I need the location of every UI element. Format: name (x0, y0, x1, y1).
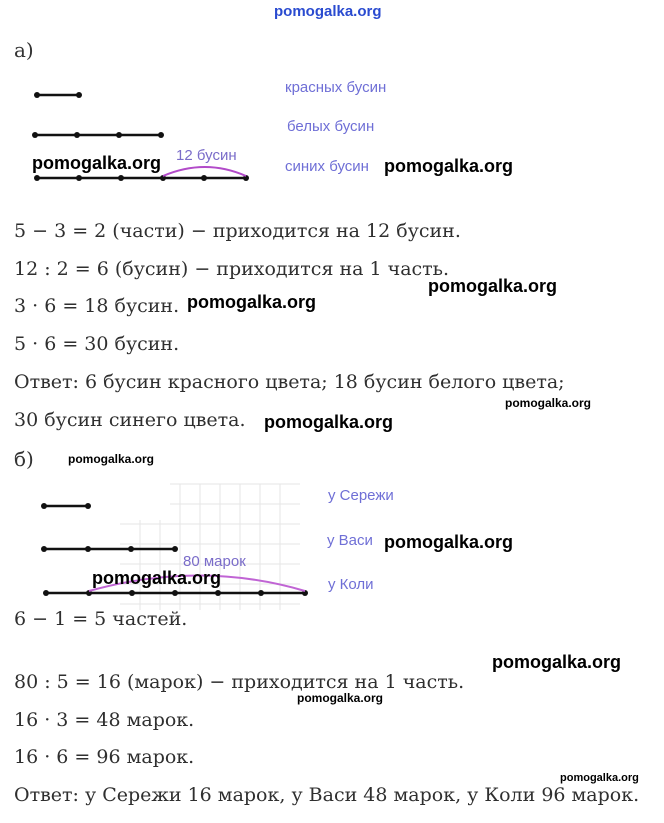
watermark: pomogalka.org (560, 772, 639, 784)
part-a-line-1: 5 − 3 = 2 (части) − приходится на 12 бусин. (14, 220, 461, 242)
watermark: pomogalka.org (492, 652, 622, 672)
watermark: pomogalka.org (384, 156, 514, 176)
brace-a-label: 12 бусин (176, 147, 237, 164)
part-a-line-4: 5 · 6 = 30 бусин. (14, 333, 180, 355)
watermark: pomogalka.org (384, 532, 514, 552)
part-b-line-4: 16 · 6 = 96 марок. (14, 746, 195, 768)
label-blue-beads: синих бусин (285, 158, 369, 175)
brace-b-label: 80 марок (183, 553, 246, 570)
watermark: pomogalka.org (505, 396, 592, 410)
brace-a (163, 167, 246, 176)
label-serezha: у Сережи (328, 487, 394, 504)
grid-background (120, 484, 300, 610)
watermark-top: pomogalka.org (274, 3, 382, 20)
watermark: pomogalka.org (428, 276, 558, 296)
watermark: pomogalka.org (92, 568, 222, 588)
watermark: pomogalka.org (32, 153, 162, 173)
part-b-line-2: 80 : 5 = 16 (марок) − приходится на 1 часть. (14, 671, 465, 693)
label-kolya: у Коли (328, 576, 374, 593)
part-b-label: б) (14, 447, 34, 471)
part-a-answer-2: 30 бусин синего цвета. (14, 409, 246, 431)
label-vasya: у Васи (327, 532, 373, 549)
part-b-line-3: 16 · 3 = 48 марок. (14, 709, 195, 731)
watermark: pomogalka.org (297, 691, 384, 705)
watermark: pomogalka.org (264, 412, 394, 432)
part-a-line-3: 3 · 6 = 18 бусин. (14, 295, 180, 317)
watermark: pomogalka.org (187, 292, 317, 312)
part-a-label: а) (14, 38, 34, 62)
part-b-answer: Ответ: у Сережи 16 марок, у Васи 48 марок, у Коли 96 марок. (14, 784, 640, 806)
watermark: pomogalka.org (68, 452, 155, 466)
part-b-line-1: 6 − 1 = 5 частей. (14, 608, 188, 630)
part-a-line-2: 12 : 2 = 6 (бусин) − приходится на 1 часть. (14, 258, 450, 280)
label-white-beads: белых бусин (287, 118, 375, 135)
part-a-answer-1: Ответ: 6 бусин красного цвета; 18 бусин белого цвета; (14, 371, 565, 393)
label-red-beads: красных бусин (285, 79, 387, 96)
